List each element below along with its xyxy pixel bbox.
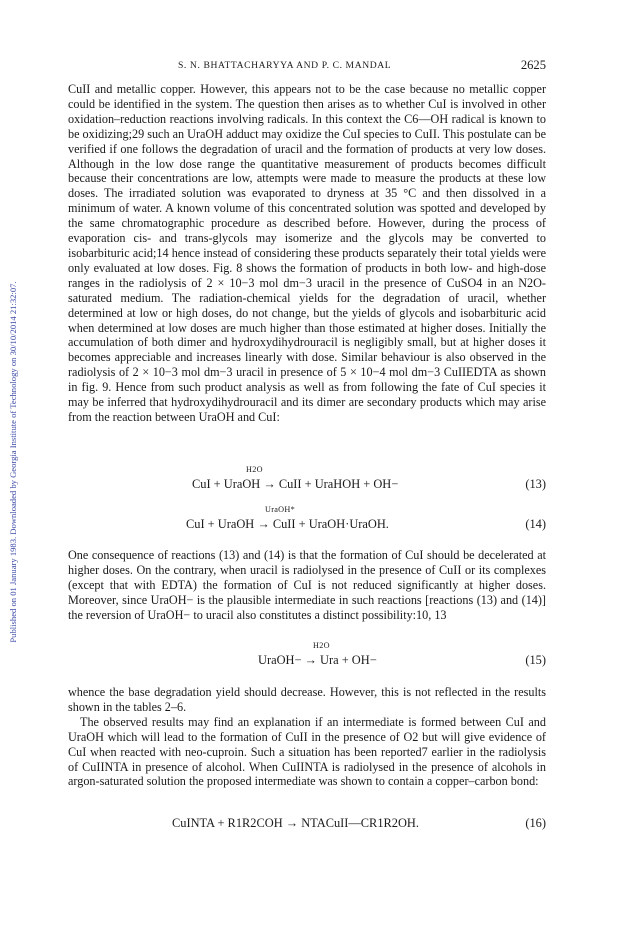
equation-13	[68, 465, 546, 497]
paragraph-3: whence the base degradation yield should decrease. However, this is not reflected in the results shown in the tables 2–6.	[68, 685, 546, 714]
equation-15	[68, 641, 546, 673]
body-block-2	[68, 548, 546, 623]
equation-16	[68, 816, 546, 836]
eq13-number: (13)	[525, 477, 546, 491]
eq15-body: UraOH− → Ura + OH−	[258, 653, 377, 667]
body-block-3	[68, 685, 546, 789]
eq14-body: CuI + UraOH → CuII + UraOH·UraOH.	[186, 517, 389, 531]
eq13-over-label: H2O	[246, 465, 263, 474]
paragraph-2: One consequence of reactions (13) and (14) is that the formation of CuI should be decelerated at higher doses. On the contrary, when uracil is radiolysed in the presence of CuII or its complexes (except that with EDTA) the formation of CuI is not reduced significantly at higher doses. Moreover, since UraOH− is the plausible intermediate in such reactions [reactions (13) and (14)] the reversion of UraOH− to uracil also constitutes a distinct possibility:10, 13	[68, 548, 546, 622]
running-header	[68, 60, 546, 74]
eq13-body: CuI + UraOH → CuII + UraHOH + OH−	[192, 477, 399, 491]
eq16-body: CuINTA + R1R2COH → NTACuII—CR1R2OH.	[172, 816, 419, 830]
page-number: 2625	[520, 58, 546, 72]
paragraph-4: The observed results may find an explanation if an intermediate is formed between CuI and UraOH which will lead to the formation of CuII in the presence of O2 but will give evidence of CuI when reacted with neo-cuproin. Such a situation has been reported7 earlier in the radiolysis of CuIINTA in presence of alcohol. When CuIINTA is radiolysed in the presence of alcohols in argon-saturated solution the proposed intermediate was shown to contain a copper–carbon bond:	[68, 714, 546, 789]
body-block-1	[68, 82, 546, 425]
header-authors: S. N. BHATTACHARYYA AND P. C. MANDAL	[178, 60, 392, 71]
eq14-over-label: UraOH*	[265, 505, 295, 514]
eq15-number: (15)	[525, 653, 546, 667]
paragraph-1: CuII and metallic copper. However, this appears not to be the case because no metallic copper could be identified in the system. The question then arises as to whether CuI is involved in other oxidation–reduction reactions involving radicals. In this context the C6—OH radical is known to be oxidizing;29 such an UraOH adduct may oxidize the CuI species to CuII. This postulate can be verified if one follows the degradation of uracil and the formation of products at very low doses. Although in the low dose range the quantitative measurement of products becomes difficult because their concentrations are low, attempts were made to measure the products at these low doses. The irradiated solution was evaporated to dryness at 35 °C and then dissolved in a minimum of water. A known volume of this concentrated solution was spotted and developed by the same chromatographic procedure as described before. However, during the process of evaporation cis- and trans-glycols may isomerize and the glycols may be converted to isobarbituric acid;14 hence instead of considering these products separately their total yields were only evaluated at low doses. Fig. 8 shows the formation of products in both low- and high-dose ranges in the radiolysis of 2 × 10−3 mol dm−3 uracil in the presence of CuSO4 in an N2O-saturated medium. The radiation-chemical yields for the degradation of uracil, whether determined at low or high doses, do not change, but the yields of glycols and isobarbituric acid when determined at low doses are much higher than those estimated at higher doses. Initially the accumulation of both dimer and hydroxydihydrouracil is negligibly small, but at higher doses it becomes appreciable and increases linearly with dose. Similar behaviour is also observed in the radiolysis of 2 × 10−3 mol dm−3 uracil in presence of 5 × 10−4 mol dm−3 CuIIEDTA as shown in fig. 9. Hence from such product analysis as well as from following the fate of CuI species it may be inferred that hydroxydihydrouracil and its dimer are secondary products which may arise from the reaction between UraOH and CuI:	[68, 82, 547, 424]
equation-14	[68, 505, 546, 537]
eq16-number: (16)	[525, 816, 546, 830]
download-watermark: Published on 01 January 1983. Downloaded by Georgia Institute of Technology on 30/10/2014 21:32:07.	[8, 281, 18, 643]
eq14-number: (14)	[525, 517, 546, 531]
eq15-over-label: H2O	[313, 641, 330, 650]
